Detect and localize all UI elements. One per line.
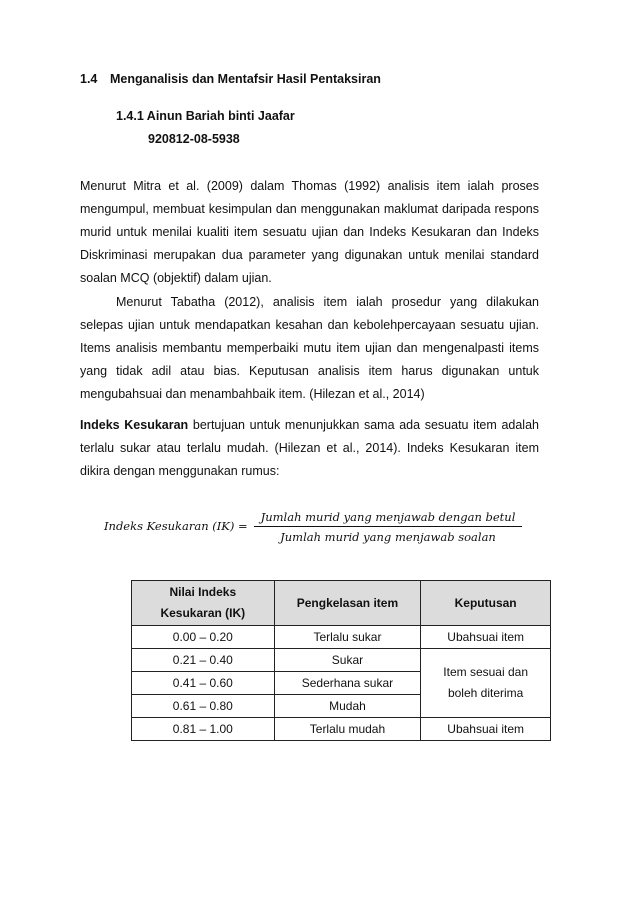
paragraph-tabatha: Menurut Tabatha (2012), analisis item ialah prosedur yang dilakukan selepas ujian untuk mendapatkan kesahan dan kebolehpercayaan sesuatu ujian. Items analisis membantu memperbaiki mutu item ujian dan mengenalpasti items yang tidak adil atau bias. Keputusan analisis item harus digunakan untuk mengubahsuai dan menambahbaik item. (Hilezan et al., 2014) bbox=[80, 295, 539, 401]
formula-denominator: Jumlah murid yang menjawab soalan bbox=[280, 530, 496, 544]
cell-range: 0.41 – 0.60 bbox=[132, 672, 275, 695]
formula-numerator: Jumlah murid yang menjawab dengan betul bbox=[260, 510, 516, 524]
cell-decision-merged bbox=[421, 649, 551, 718]
merged-decision-line1: Item sesuai dan bbox=[443, 665, 528, 679]
cell-class: Sederhana sukar bbox=[274, 672, 421, 695]
section-title: Menganalisis dan Mentafsir Hasil Pentaksiran bbox=[110, 72, 381, 86]
header-nilai-indeks bbox=[132, 581, 275, 626]
term-indeks-kesukaran: Indeks Kesukaran bbox=[80, 418, 189, 432]
header-nilai-indeks-line2: Kesukaran (IK) bbox=[160, 606, 246, 620]
section-heading bbox=[80, 72, 381, 86]
cell-class: Sukar bbox=[274, 649, 421, 672]
subsection-heading: 1.4.1 Ainun Bariah binti Jaafar bbox=[116, 109, 295, 123]
difficulty-index-table bbox=[131, 580, 551, 741]
formula-lhs: Indeks Kesukaran (IK) = bbox=[104, 519, 248, 533]
table-header-row bbox=[132, 581, 551, 626]
paragraph-indeks-kesukaran bbox=[80, 414, 539, 483]
cell-class: Mudah bbox=[274, 695, 421, 718]
fraction-bar bbox=[254, 526, 522, 527]
cell-range: 0.61 – 0.80 bbox=[132, 695, 275, 718]
cell-decision: Ubahsuai item bbox=[421, 718, 551, 741]
header-nilai-indeks-line1: Nilai Indeks bbox=[169, 585, 237, 599]
formula-fraction bbox=[254, 509, 522, 545]
paragraph-mitra: Menurut Mitra et al. (2009) dalam Thomas (1992) analisis item ialah proses mengumpul, membuat kesimpulan dan menggunakan maklumat daripada respons murid untuk menilai kualiti item sesuatu ujian dan Indeks Kesukaran dan Indeks Diskriminasi merupakan dua parameter yang digunakan untuk menilai standard soalan MCQ (objektif) dalam ujian. bbox=[80, 179, 539, 285]
cell-class: Terlalu mudah bbox=[274, 718, 421, 741]
cell-range: 0.21 – 0.40 bbox=[132, 649, 275, 672]
cell-class: Terlalu sukar bbox=[274, 626, 421, 649]
cell-range: 0.00 – 0.20 bbox=[132, 626, 275, 649]
cell-decision: Ubahsuai item bbox=[421, 626, 551, 649]
header-keputusan: Keputusan bbox=[421, 581, 551, 626]
table-row bbox=[132, 718, 551, 741]
subsection-id-number: 920812-08-5938 bbox=[148, 132, 240, 146]
difficulty-index-formula bbox=[104, 509, 524, 545]
paragraph-indeks-kesukaran-text: bertujuan untuk menunjukkan sama ada sesuatu item adalah terlalu sukar atau terlalu mudah. (Hilezan et al., 2014). Indeks Kesukaran item dikira dengan menggunakan rumus: bbox=[80, 418, 539, 478]
table-row bbox=[132, 626, 551, 649]
merged-decision-line2: boleh diterima bbox=[447, 686, 524, 700]
table-row bbox=[132, 649, 551, 672]
header-pengkelasan: Pengkelasan item bbox=[274, 581, 421, 626]
section-number: 1.4 bbox=[80, 72, 98, 86]
cell-range: 0.81 – 1.00 bbox=[132, 718, 275, 741]
